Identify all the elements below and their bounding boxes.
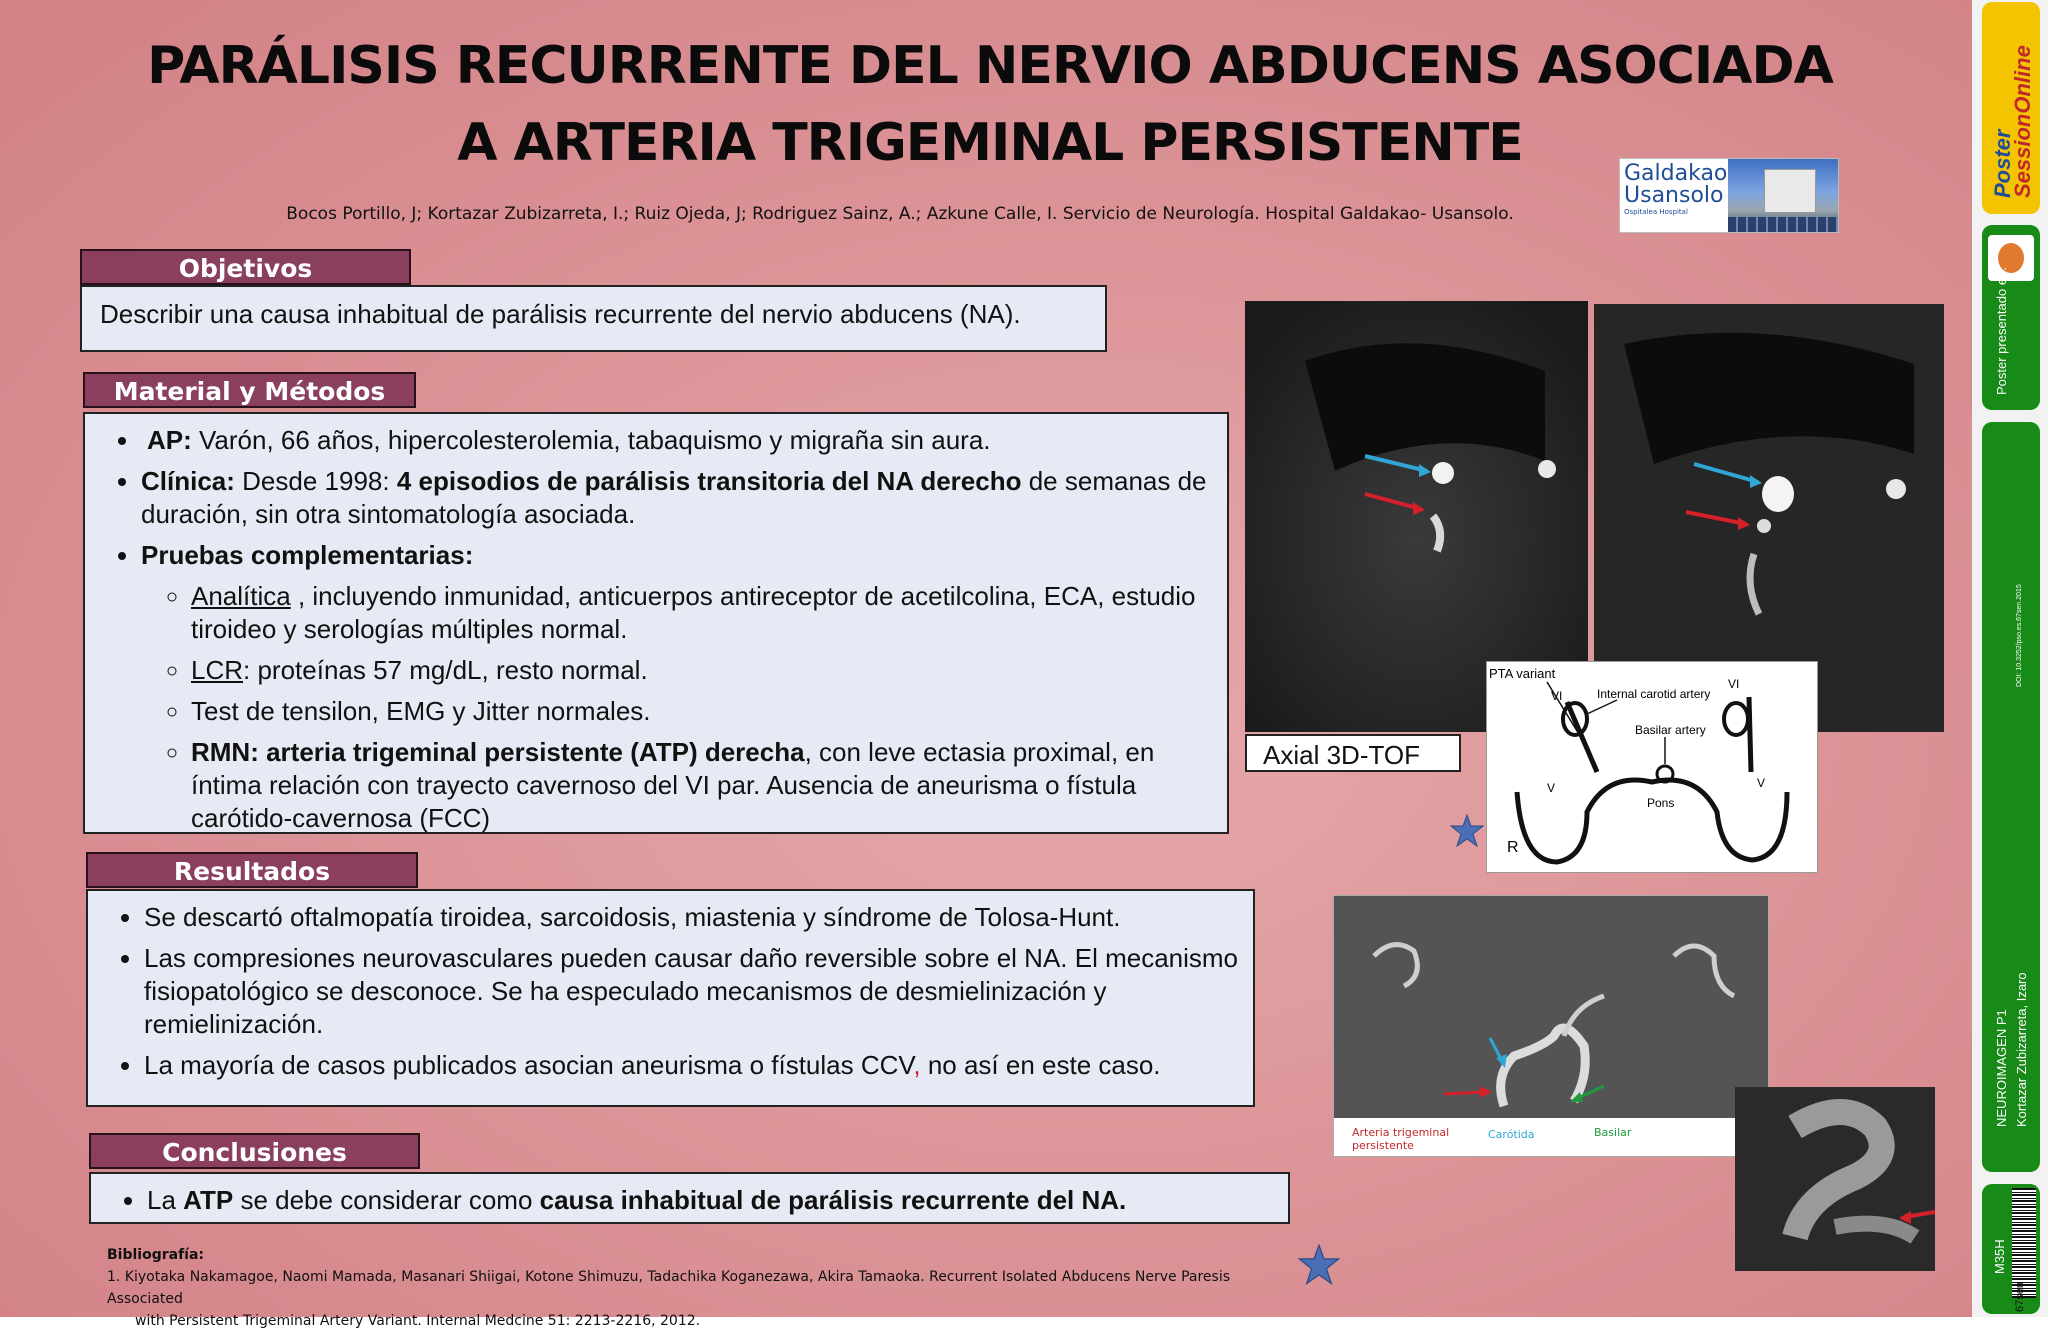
angiography-image (1334, 896, 1768, 1118)
diagram-label-r: R (1507, 839, 1519, 856)
list-item-clinica: • Clínica: Desde 1998: 4 episodios de parálisis transitoria del NA derecho de semanas de duración, sin otra sintomatología asociada. (141, 465, 1213, 531)
list-item-test: ◦ Test de tensilon, EMG y Jitter normales. (191, 695, 1213, 728)
list-item-resultado-2: • Las compresiones neurovasculares pueden causar daño reversible sobre el NA. El mecanismo fisiopatológico se desconoce. Se ha especulado mecanismos de desmielinización y remielinización. (144, 942, 1239, 1041)
logo-line2: Usansolo (1624, 183, 1724, 208)
list-item-resultado-1: • Se descartó oftalmopatía tiroidea, sarcoidosis, miastenia y síndrome de Tolosa-Hunt. (144, 901, 1239, 934)
diagram-label-pons: Pons (1647, 796, 1675, 810)
legend-basilar: Basilar (1594, 1126, 1632, 1139)
material-box (83, 412, 1229, 834)
star-icon (1298, 1244, 1340, 1286)
logo-line1: Galdakao (1624, 161, 1728, 186)
bibliography (107, 1244, 1267, 1332)
diagram-label-vi-right: VI (1728, 677, 1740, 691)
objetivos-box (80, 285, 1107, 352)
brand-poster: Poster (1990, 129, 2015, 198)
resultados-box (86, 889, 1255, 1107)
hospital-building-photo (1728, 159, 1838, 232)
list-item-resultado-3: • La mayoría de casos publicados asocian aneurisma o fístulas CCV, no así en este caso. (144, 1049, 1239, 1082)
caption-axial-tof: Axial 3D-TOF (1245, 734, 1461, 772)
objetivos-heading: Objetivos (80, 249, 411, 285)
list-item-pruebas: • Pruebas complementarias: ◦ Analítica , incluyendo inmunidad, anticuerpos antireceptor de acetilcolina, ECA, estudio tiroideo y serologías múltiples normal. ◦ LCR: proteínas 57 mg/dL, resto normal. ◦ Test de tensilon, EMG y Jitter normales. ◦ RMN: arteria trigeminal persistente (ATP) derecha, con leve ectasia proximal, en íntima relación con trayecto cavernoso del VI par. Ausencia de aneurisma o fístula carótido-cavernosa (FCC) (141, 539, 1213, 835)
pta-diagram (1486, 661, 1818, 873)
logo-line3: Ospitalea Hospital (1624, 208, 1688, 216)
material-heading: Material y Métodos (83, 372, 416, 408)
reference-1-line2: with Persistent Trigeminal Artery Variant. Internal Medcine 51: 2213-2216, 2012. (135, 1313, 701, 1329)
diagram-label-v-left: V (1547, 781, 1556, 795)
star-icon (1450, 814, 1484, 848)
sidebar-strip (1972, 0, 2048, 1317)
authors: Bocos Portillo, J; Kortazar Zubizarreta, I.; Ruiz Ojeda, J; Rodriguez Sainz, A.; Azkune Calle, I. Servicio de Neurología. Hospital Galdakao- Usansolo. (286, 204, 1514, 224)
diagram-label-pta: PTA variant (1489, 666, 1556, 681)
legend-carotida: Carótida (1488, 1128, 1535, 1141)
conclusiones-box (89, 1172, 1290, 1224)
list-item-conclusion: • La ATP se debe considerar como causa inhabitual de parálisis recurrente del NA. (147, 1184, 1274, 1217)
diagram-label-v-right: V (1757, 776, 1766, 790)
bibliography-heading: Bibliografía: (107, 1247, 205, 1263)
list-item-ap: • AP: Varón, 66 años, hipercolesterolemia, tabaquismo y migraña sin aura. (141, 424, 1213, 457)
angiography-zoom (1735, 1087, 1935, 1271)
diagram-label-ica: Internal carotid artery (1597, 687, 1711, 701)
objetivos-text: Describir una causa inhabitual de parálisis recurrente del nervio abducens (NA). (100, 299, 1021, 329)
list-item-rmn: ◦ RMN: arteria trigeminal persistente (ATP) derecha, con leve ectasia proximal, en íntima relación con trayecto cavernoso del VI par. Ausencia de aneurisma o fístula carótido-cavernosa (FCC) (191, 736, 1213, 835)
diagram-label-basilar: Basilar artery (1635, 723, 1706, 737)
legend-atp: Arteria trigeminal persistente (1352, 1126, 1450, 1152)
list-item-lcr: ◦ LCR: proteínas 57 mg/dL, resto normal. (191, 654, 1213, 687)
diagram-label-vi-left: VI (1551, 689, 1563, 703)
brand-tab (1982, 2, 2040, 214)
session-code: NEUROIMAGEN P1 (1994, 1009, 2009, 1127)
presented-tab (1982, 225, 2040, 410)
poster-title-line1: PARÁLISIS RECURRENTE DEL NERVIO ABDUCENS ASOCIADA (147, 36, 1833, 96)
doi-text: DOI: 10.3252/pso.es.67sen.2015 (2016, 584, 2023, 687)
author-name: Kortazar Zubizarreta, Izaro (2014, 972, 2029, 1127)
poster-title-line2: A ARTERIA TRIGEMINAL PERSISTENTE (457, 113, 1523, 173)
footer-code: 67sen (2014, 1282, 2026, 1312)
conclusiones-heading: Conclusiones (89, 1133, 420, 1169)
hospital-logo (1619, 158, 1839, 233)
reference-1-line1: 1. Kiyotaka Nakamagoe, Naomi Mamada, Masanari Shiigai, Kotone Shimuzu, Tadachika Koganezawa, Akira Tamaoka. Recurrent Isolated Abducens Nerve Paresis Associated (107, 1269, 1231, 1307)
presented-text: Poster presentado en: (1994, 267, 2009, 395)
id-tab (1982, 1184, 2040, 1314)
poster-id: M35H (1992, 1239, 2007, 1274)
list-item-analitica: ◦ Analítica , incluyendo inmunidad, anticuerpos antireceptor de acetilcolina, ECA, estudio tiroideo y serologías múltiples normal. (191, 580, 1213, 646)
angiography-figure (1333, 895, 1769, 1157)
brand-session: SessionOnline (2010, 45, 2035, 198)
info-tab (1982, 422, 2040, 1172)
resultados-heading: Resultados (86, 852, 418, 888)
